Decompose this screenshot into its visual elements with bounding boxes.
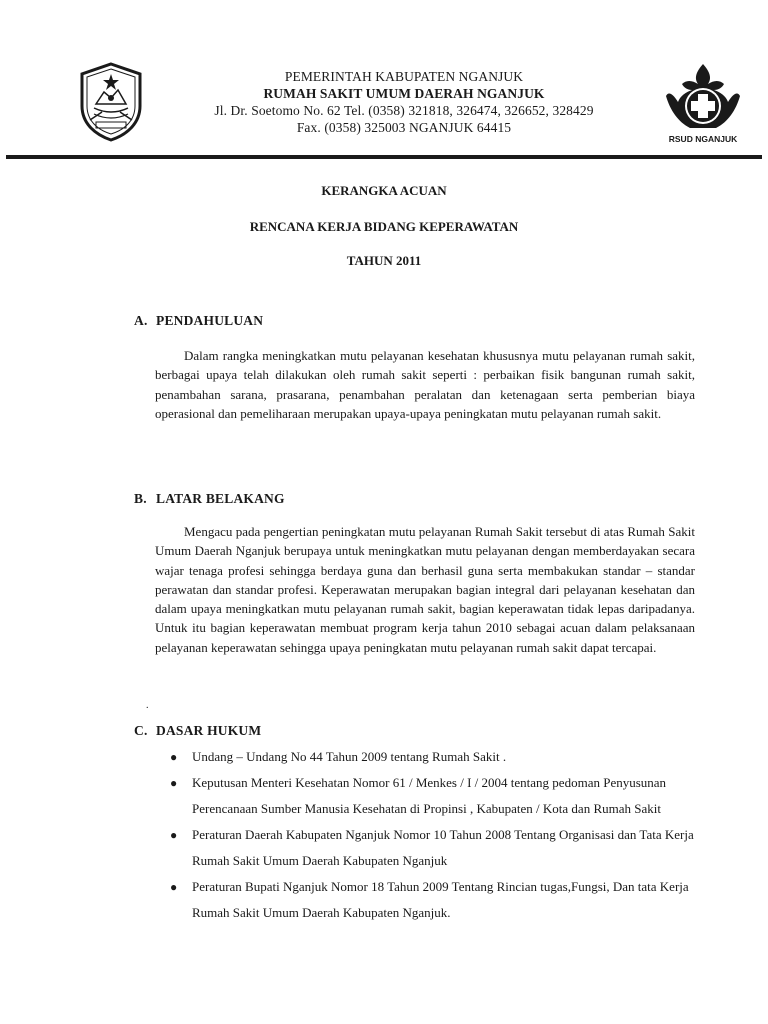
list-item [170, 874, 710, 926]
list-item-text: Undang – Undang No 44 Tahun 2009 tentang Rumah Sakit . [192, 749, 507, 764]
list-item-text: Peraturan Bupati Nganjuk Nomor 18 Tahun 2009 Tentang Rincian tugas,Fungsi, Dan tata Kerja Rumah Sakit Umum Daerah Kabupaten Nganjuk. [192, 879, 689, 920]
section-b-letter: B. [134, 491, 147, 506]
list-item-text: Keputusan Menteri Kesehatan Nomor 61 / Menkes / I / 2004 tentang pedoman Penyusunan Perencanaan Sumber Manusia Kesehatan di Propinsi , Kabupaten / Kota dan Rumah Sakit [192, 775, 667, 816]
rsud-logo-label: RSUD NGANJUK [668, 134, 738, 144]
list-item-text: Peraturan Daerah Kabupaten Nganjuk Nomor 10 Tahun 2008 Tentang Organisasi dan Tata Kerja Rumah Sakit Umum Daerah Kabupaten Nganjuk [192, 827, 694, 868]
address-phone: Jl. Dr. Soetomo No. 62 Tel. (0358) 321818, 326474, 326652, 328429 [214, 103, 594, 118]
section-c-letter: C. [134, 723, 148, 738]
section-c-title: DASAR HUKUM [156, 723, 262, 738]
section-c-heading [134, 723, 261, 739]
fax-postcode: Fax. (0358) 325003 NGANJUK 64415 [296, 120, 512, 135]
section-a-paragraph: Dalam rangka meningkatkan mutu pelayanan kesehatan khususnya mutu pelayanan rumah sakit, berbagai upaya telah dilakukan oleh rumah sakit seperti : perbaikan fisik bangunan rumah sakit, penambahan sarana, prasarana, penambahan peralatan dan ketenagaan serta pemberian biaya operasional dan pemeliharaan merupakan upaya-upaya peningkatan mutu pelayanan rumah sakit. [155, 348, 695, 421]
section-b-heading [134, 491, 285, 507]
doc-year: TAHUN 2011 [346, 253, 422, 268]
list-item [170, 822, 710, 874]
hospital-name: RUMAH SAKIT UMUM DAERAH NGANJUK [263, 86, 545, 101]
government-name: PEMERINTAH KABUPATEN NGANJUK [284, 69, 524, 84]
doc-title: KERANGKA ACUAN [321, 183, 447, 198]
bullet-icon: ● [170, 776, 178, 790]
list-item [170, 744, 710, 770]
section-a-letter: A. [134, 313, 148, 328]
doc-subtitle: RENCANA KERJA BIDANG KEPERAWATAN [249, 219, 519, 234]
legal-basis-list [170, 744, 710, 926]
bullet-icon: ● [170, 750, 178, 764]
list-item [170, 770, 710, 822]
letterhead [0, 0, 768, 160]
stray-mark: . [146, 700, 149, 711]
bullet-icon: ● [170, 828, 178, 842]
section-b-title: LATAR BELAKANG [156, 491, 285, 506]
bullet-icon: ● [170, 880, 178, 894]
section-b-paragraph: Mengacu pada pengertian peningkatan mutu pelayanan Rumah Sakit tersebut di atas Rumah Sakit Umum Daerah Nganjuk berupaya untuk meningkatkan mutu pelayanan dengan memberdayakan secara wajar tenaga profesi sehingga berdaya guna dan berhasil guna serta membakukan standar – standar perawatan dan standar profesi. Keperawatan merupakan bagian integral dari pelayanan kesehatan dan dalam upaya meningkatkan mutu pelayanan rumah sakit, bagian keperawatan tidak lepas daripadanya. Untuk itu bagian keperawatan membuat program kerja tahun 2010 sebagai acuan dalam pelaksanaan pelayanan keperawatan sehingga upaya peningkatan mutu pelayanan rumah sakit dapat tercapai. [155, 524, 695, 655]
section-a-heading [134, 313, 263, 329]
letterhead-divider [6, 155, 762, 159]
section-a-title: PENDAHULUAN [156, 313, 264, 328]
kabupaten-emblem-icon [76, 62, 146, 142]
letterhead-text [150, 68, 658, 136]
